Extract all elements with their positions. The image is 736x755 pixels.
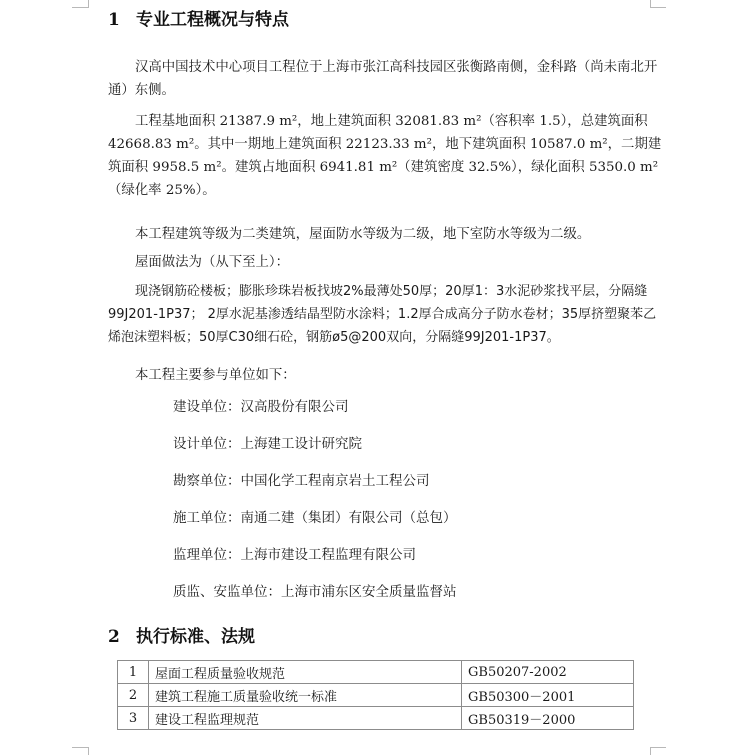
table-row [118,707,634,730]
crop-mark [88,0,89,8]
paragraph-roof-intro: 屋面做法为（从下至上）： [135,255,289,270]
crop-mark [650,7,666,8]
row-index: 2 [118,684,149,707]
standard-name: 建设工程监理规范 [149,707,462,730]
crop-mark [650,747,666,748]
standard-name: 屋面工程质量验收规范 [149,661,462,684]
crop-mark [88,747,89,755]
standard-code: GB50300－2001 [462,684,634,707]
section-number: 2 [108,627,120,647]
unit-line: 设计单位：上海建工设计研究院 [173,436,362,452]
standard-code: GB50207-2002 [462,661,634,684]
unit-line: 施工单位：南通二建（集团）有限公司（总包） [173,510,457,526]
paragraph-areas: 工程基地面积 21387.9 m²，地上建筑面积 32081.83 m²（容积率 1.5），总建筑面积 42668.83 m²。其中一期地上建筑面积 22123.33 m²，地下建筑面积 10587.0 m²，二期建筑面积 9958.5 m²。建筑占地面积 6941.81 m²（建筑密度 32.5%），绿化面积 5350.0 m²（绿化率 25%）。 [108,114,662,198]
unit-line: 监理单位：上海市建设工程监理有限公司 [173,547,416,563]
standard-name: 建筑工程施工质量验收统一标准 [149,684,462,707]
crop-mark [72,7,88,8]
section-number: 1 [108,10,120,30]
paragraph-units-intro: 本工程主要参与单位如下： [135,368,296,383]
section-title: 专业工程概况与特点 [136,10,289,30]
row-index: 1 [118,661,149,684]
unit-line: 质监、安监单位：上海市浦东区安全质量监督站 [173,584,457,600]
crop-mark [650,747,651,755]
paragraph-roof-layers: 现浇钢筋砼楼板；膨胀珍珠岩板找坡2%最薄处50厚；20厚1：3水泥砂浆找平层，分隔缝99J201-1P37； 2厚水泥基渗透结晶型防水涂料；1.2厚合成高分子防水卷材；35厚挤塑聚苯乙烯泡沫塑料板；50厚C30细石砼，钢筋ø5@200双向，分隔缝99J201-1P37。 [108,284,657,345]
crop-mark [72,747,88,748]
paragraph-grades: 本工程建筑等级为二类建筑，屋面防水等级为二级，地下室防水等级为二级。 [135,227,591,242]
standard-code: GB50319－2000 [462,707,634,730]
standards-table [117,660,634,730]
unit-line: 建设单位：汉高股份有限公司 [173,399,349,415]
section-2-heading [108,622,255,647]
table-row [118,661,634,684]
section-1-heading [108,5,289,30]
paragraph-location: 汉高中国技术中心项目工程位于上海市张江高科技园区张衡路南侧，金科路（尚未南北开通）东侧。 [108,60,658,98]
unit-line: 勘察单位：中国化学工程南京岩土工程公司 [173,473,430,489]
crop-mark [650,0,651,8]
row-index: 3 [118,707,149,730]
section-title: 执行标准、法规 [136,627,255,647]
table-row [118,684,634,707]
